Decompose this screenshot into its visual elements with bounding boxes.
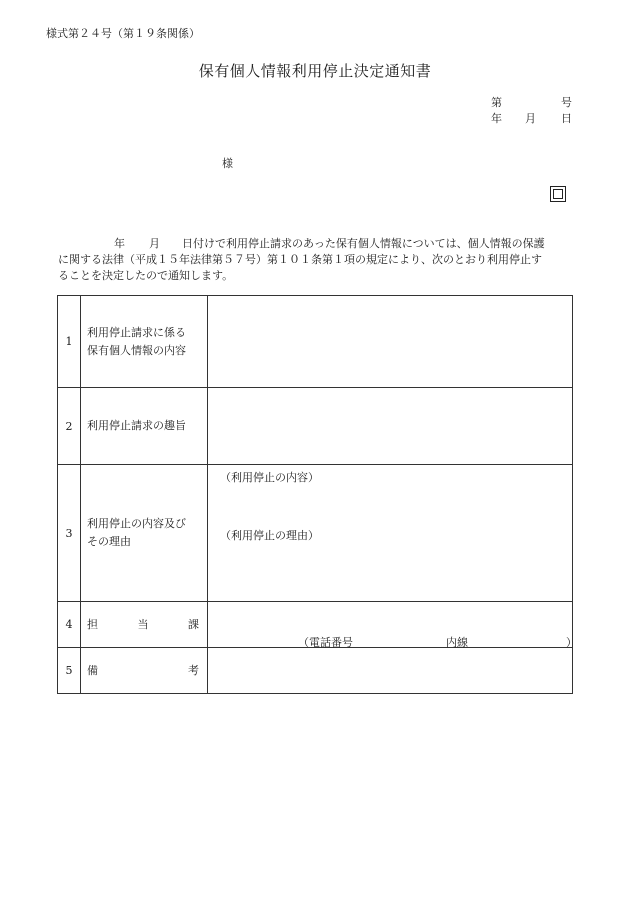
row-label-line: 利用停止の内容及び xyxy=(87,517,186,530)
row-content xyxy=(208,296,573,388)
row-label-line: 保有個人情報の内容 xyxy=(87,343,186,357)
issue-number-prefix: 第 xyxy=(491,96,502,109)
row-label-line: 利用停止請求に係る xyxy=(87,325,186,339)
body-line-1-text: 日付けで利用停止請求のあった保有個人情報については、個人情報の保護 xyxy=(182,237,545,250)
notice-body xyxy=(58,236,578,284)
decision-table xyxy=(57,295,577,694)
table-row xyxy=(58,465,573,602)
row-label-char: 課 xyxy=(188,617,199,631)
row-number: 4 xyxy=(58,602,81,648)
suspension-reason-heading: （利用停止の理由） xyxy=(220,529,319,542)
row-label-line: その理由 xyxy=(87,535,131,548)
row-label xyxy=(81,465,208,602)
addressee-honorific: 様 xyxy=(222,157,233,170)
row-label-char: 担 xyxy=(87,617,98,631)
issue-date-month: 月 xyxy=(525,112,536,125)
row-label-char: 当 xyxy=(137,617,149,631)
row-label-char: 考 xyxy=(188,663,199,677)
seal-icon xyxy=(550,186,566,202)
row-number: 2 xyxy=(58,388,81,465)
issue-date-day: 日 xyxy=(561,112,572,125)
body-line-1 xyxy=(58,236,578,252)
row-content xyxy=(208,465,573,602)
table-row xyxy=(58,648,573,694)
table-row xyxy=(58,602,573,648)
phone-close-paren: ） xyxy=(566,636,577,649)
table-row xyxy=(58,296,573,388)
table-row xyxy=(58,388,573,465)
row-label xyxy=(81,296,208,388)
issue-date-year: 年 xyxy=(491,112,502,125)
seal-inner-box xyxy=(553,189,563,199)
row-label xyxy=(81,602,208,648)
row-content xyxy=(208,602,577,649)
row-label: 利用停止請求の趣旨 xyxy=(81,388,208,465)
body-line-3: ることを決定したので通知します。 xyxy=(58,269,234,282)
phone-label: （電話番号 xyxy=(298,636,353,649)
body-year: 年 xyxy=(114,237,125,250)
row-label-char: 備 xyxy=(87,663,98,677)
body-line-2: に関する法律（平成１５年法律第５７号）第１０１条第１項の規定により、次のとおり利用停止す xyxy=(58,253,542,266)
document-title: 保有個人情報利用停止決定通知書 xyxy=(198,62,432,80)
extension-label: 内線 xyxy=(446,636,468,649)
row-number: 1 xyxy=(58,296,81,388)
row-label xyxy=(81,648,208,694)
body-month: 月 xyxy=(149,237,160,250)
row-number: 5 xyxy=(58,648,81,694)
suspension-content-heading: （利用停止の内容） xyxy=(220,471,319,484)
row-content xyxy=(208,388,573,465)
row-content xyxy=(208,648,573,694)
issue-number-suffix: 号 xyxy=(561,96,572,109)
form-number: 様式第２４号（第１９条関係） xyxy=(46,27,200,40)
row-number: 3 xyxy=(58,465,81,602)
